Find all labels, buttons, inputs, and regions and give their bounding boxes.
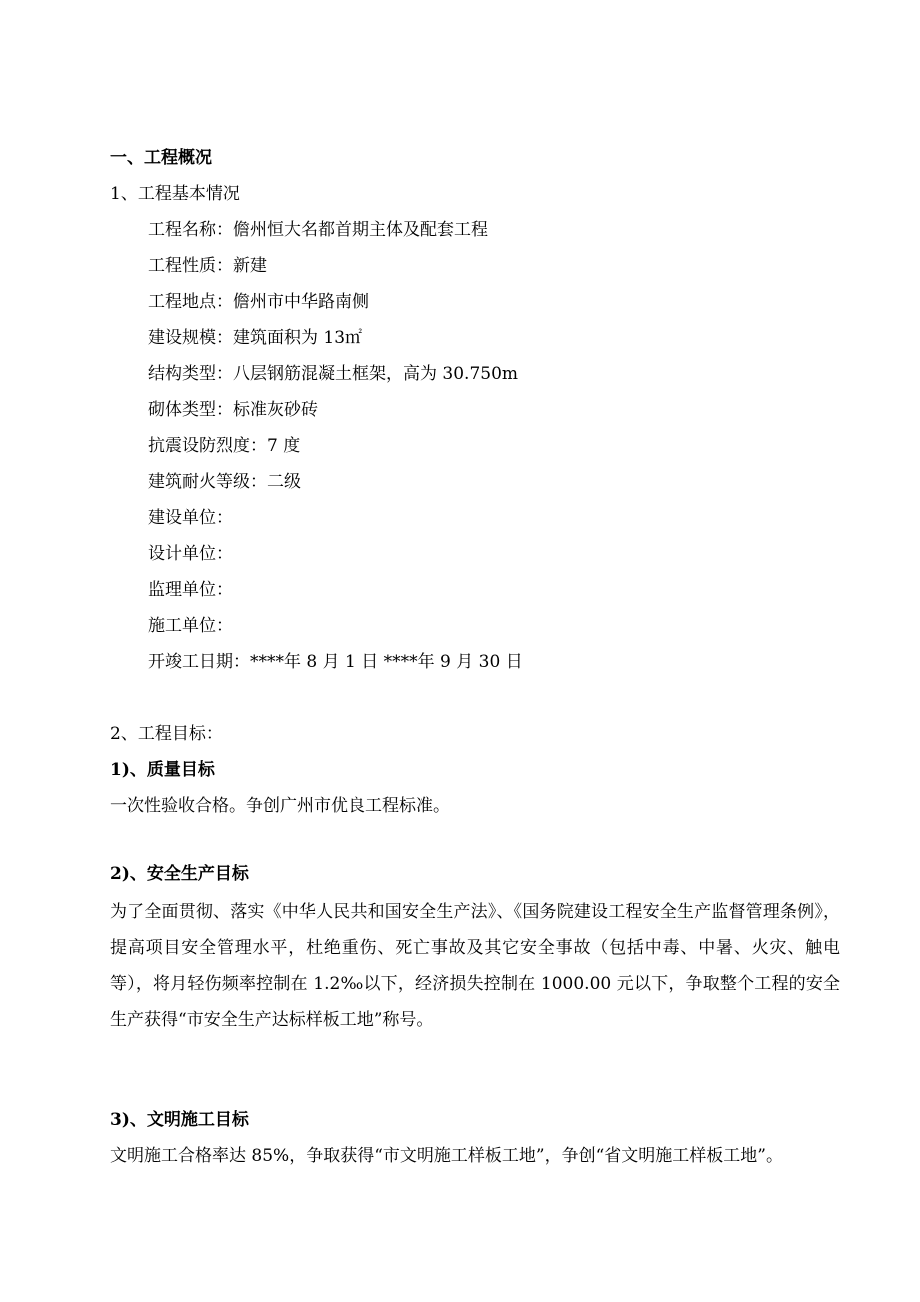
civilized-goal-heading: 3)、文明施工目标 — [110, 1110, 249, 1130]
fire-resistance-grade: 建筑耐火等级：二级 — [148, 472, 301, 492]
subheading-basic-info: 1、工程基本情况 — [110, 184, 240, 204]
project-name: 工程名称：儋州恒大名都首期主体及配套工程 — [148, 220, 488, 240]
structure-type: 结构类型：八层钢筋混凝土框架，高为 30.750m — [148, 364, 519, 384]
quality-goal-heading: 1)、质量目标 — [110, 760, 215, 780]
supervision-unit: 监理单位： — [148, 580, 233, 600]
section-heading-goals: 2、工程目标： — [110, 724, 223, 744]
section-heading-overview: 一、工程概况 — [110, 148, 212, 168]
project-nature: 工程性质：新建 — [148, 256, 267, 276]
masonry-type: 砌体类型：标准灰砂砖 — [148, 400, 318, 420]
project-location: 工程地点：儋州市中华路南侧 — [148, 292, 369, 312]
civilized-goal-text: 文明施工合格率达 85%，争取获得“市文明施工样板工地”，争创“省文明施工样板工地”。 — [110, 1146, 783, 1166]
safety-goal-text: 为了全面贯彻、落实《中华人民共和国安全生产法》、《国务院建设工程安全生产监督管理条例》，提高项目安全管理水平，杜绝重伤、死亡事故及其它安全事故（包括中毒、中暑、火灾、触电等），将月轻伤频率控制在 1.2‰以下，经济损失控制在 1000.00 元以下，争取整个工程的安全生产获得“市安全生产达标样板工地”称号。 — [110, 902, 840, 1030]
design-unit: 设计单位： — [148, 544, 233, 564]
contractor-unit: 施工单位： — [148, 616, 233, 636]
seismic-intensity: 抗震设防烈度：7 度 — [148, 436, 301, 456]
construction-unit: 建设单位： — [148, 508, 233, 528]
quality-goal-text: 一次性验收合格。争创广州市优良工程标准。 — [110, 796, 450, 816]
safety-goal-heading: 2)、安全生产目标 — [110, 864, 249, 884]
start-completion-date: 开竣工日期：****年 8 月 1 日 ****年 9 月 30 日 — [148, 652, 523, 672]
construction-scale: 建设规模：建筑面积为 13㎡ — [148, 328, 363, 348]
